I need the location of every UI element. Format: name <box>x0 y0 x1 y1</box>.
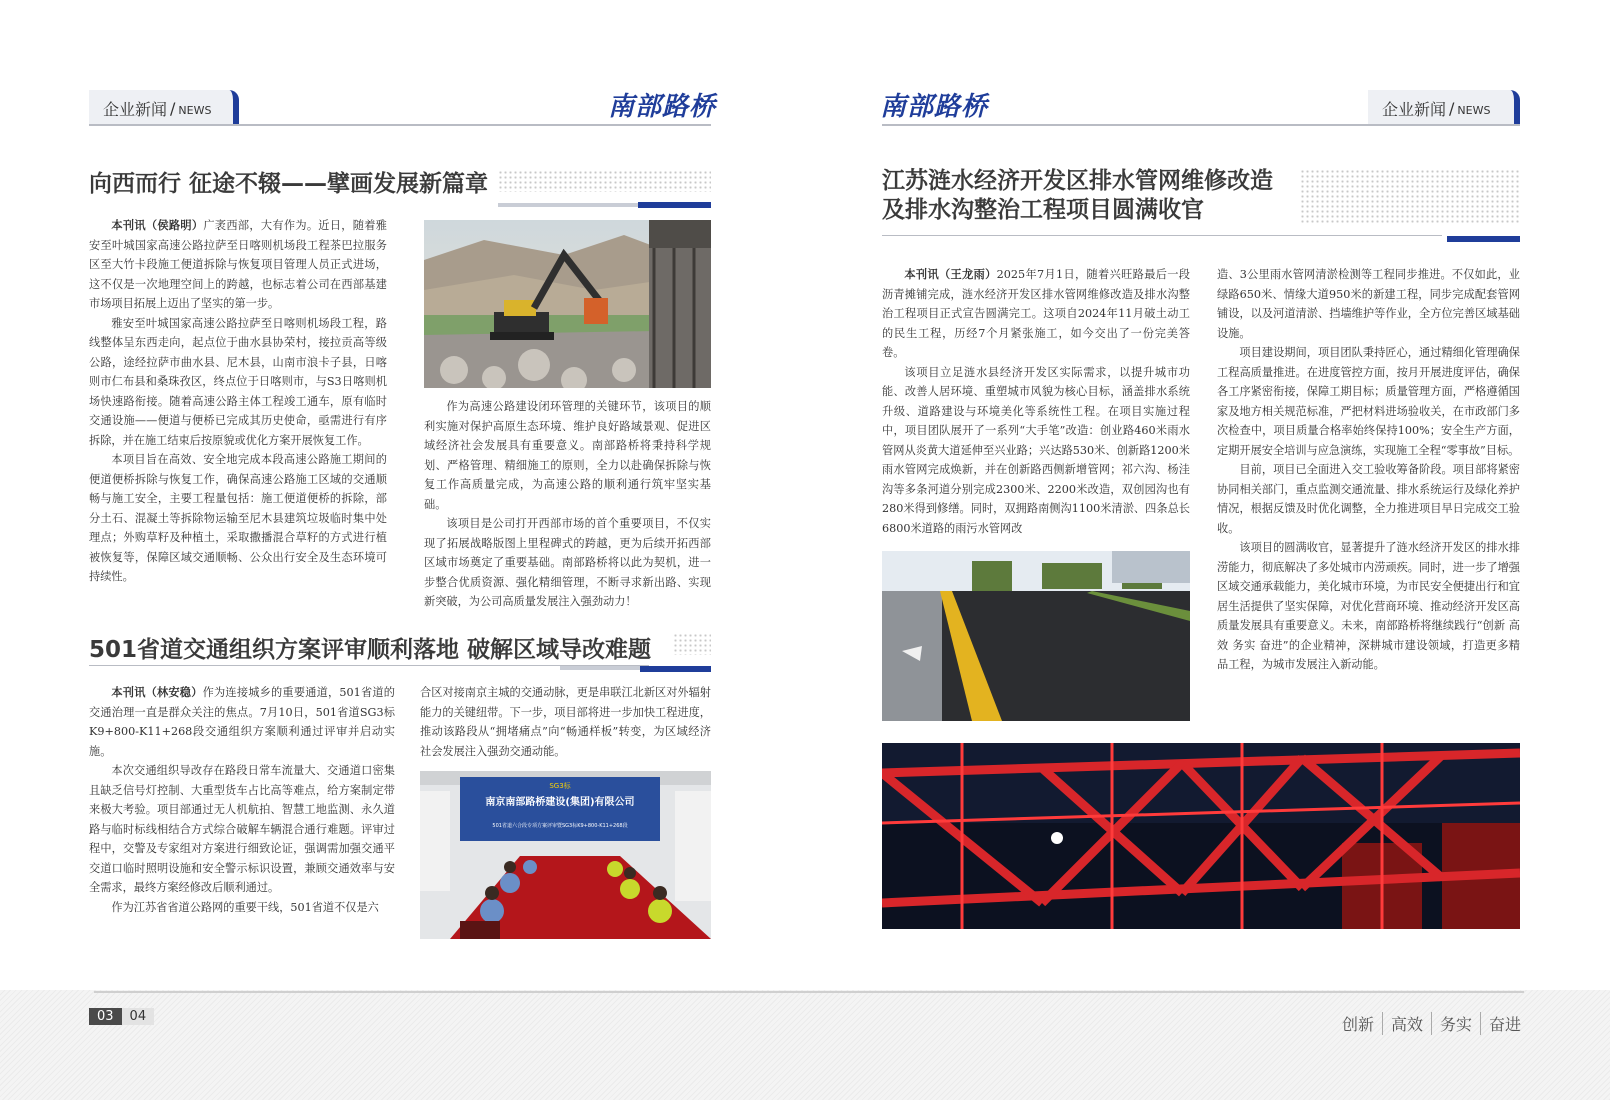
brand-logo-left: 南部路桥 <box>608 92 717 122</box>
paragraph <box>424 514 711 612</box>
article-right-column-2 <box>1217 265 1520 735</box>
paragraph <box>420 683 711 761</box>
meeting-photo <box>420 771 711 939</box>
paragraph-text: 本次交通组织导改存在路段日常车流量大、交通道口密集且缺乏信号灯控制、大重型货车占比高等难点，给方案制定带来极大考验。项目部通过无人机航拍、智慧工地监测、永久道路与临时标线相结合方式综合破解车辆混合通行难题。评审过程中，交警及专家组对方案进行细致论证，强调需加强交通平交道口临时照明设施和安全警示标识设置，兼顾交通效率与安全需求，最终方案经修改后顺利通过。 <box>89 764 395 894</box>
title-rule-right <box>882 235 1442 236</box>
title-underbar-right <box>1447 236 1520 242</box>
section-label-sep: / <box>1449 98 1455 118</box>
footer-band <box>0 990 1610 1100</box>
paragraph-text: 项目建设期间，项目团队秉持匠心，通过精细化管理确保工程高质量推进。在进度管控方面，按月开展进度评估，确保各工序紧密衔接，保障工期目标；质量管理方面，严格遵循国家及地方相关规范标准，严把材料进场验收关，在市政部门多次检查中，项目质量合格率始终保持100%；安全生产方面，定期开展安全培训与应急演练，实现施工全程“零事故”目标。 <box>1217 346 1520 457</box>
paragraph-text: 本项目旨在高效、安全地完成本段高速公路施工期间的便道便桥拆除与恢复工作，确保高速公路施工区域的交通顺畅与施工安全，主要工程量包括：施工便道便桥的拆除，部分土石、混凝土等拆除物运输至尼木县建筑垃圾临时集中处理点；外购草籽及种植土，采取撒播混合草籽的方式进行植被恢复等，保障区域交通顺畅、公众出行安全及生态环境可持续性。 <box>89 453 387 583</box>
title-underbar-2 <box>640 666 711 672</box>
section-tab-left <box>89 90 239 126</box>
paragraph-text: 合区对接南京主城的交通动脉，更是串联江北新区对外辐射能力的关键纽带。下一步，项目部将进一步加快工程进度，推动该路段从“拥堵痛点”向“畅通样板”转变，为区域经济社会发展注入强劲交通动能。 <box>420 686 711 758</box>
byline: 本刊讯（林安稳） <box>111 685 203 699</box>
paragraph-text: 广袤西部，大有作为。近日，随着雅安至叶城国家高速公路拉萨至日喀则机场段工程茶巴拉服务区至大竹卡段施工便道拆除与恢复项目管理人员正式进场，这不仅是一次地理空间上的跨越，也标志着公司在西部基建市场项目拓展上迈出了坚实的第一步。 <box>89 219 387 310</box>
article-column-2 <box>424 397 711 617</box>
slogan-word: 务实 <box>1431 1012 1480 1035</box>
section-label-en: NEWS <box>178 104 212 117</box>
paragraph-text: 作为连接城乡的重要通道，501省道的交通治理一直是群众关注的焦点。7月10日，501省道SG3标K9+800-K11+268段交通组织方案顺利通过评审并启动实施。 <box>89 686 395 758</box>
paragraph <box>89 450 387 587</box>
brand-logo-right: 南部路桥 <box>880 92 989 122</box>
road-photo <box>882 551 1190 721</box>
article2-column-1 <box>89 683 395 951</box>
page-number-right: 04 <box>122 1008 155 1025</box>
banner-title: 南京南部路桥建设(集团)有限公司 <box>485 797 635 808</box>
page-numbers <box>89 1008 154 1025</box>
article-title-line-1: 江苏涟水经济开发区排水管网维修改造 <box>882 168 1273 194</box>
section-label-sep: / <box>170 98 176 118</box>
article-title: 向西而行 征途不辍——擘画发展新篇章 <box>89 171 489 197</box>
paragraph <box>882 265 1190 363</box>
paragraph <box>1217 538 1520 675</box>
article-column-1 <box>89 216 387 616</box>
bridge-photo <box>882 743 1520 929</box>
paragraph <box>89 898 395 918</box>
banner-subtitle: 501省道六合段专项方案评审暨SG3标K9+800-K11+268段 <box>492 823 628 829</box>
article-right-column-1 <box>882 265 1190 545</box>
section-tab-right <box>1368 90 1520 126</box>
slogan-word: 奋进 <box>1480 1012 1529 1035</box>
paragraph-text: 该项目立足涟水县经济开发区实际需求，以提升城市功能、改善人居环境、重塑城市风貌为核心目标，涵盖排水系统升级、道路建设与环境美化等系统性工程。在项目实施过程中，项目团队展开了一系列“大手笔”改造：创业路460米雨水管网从炎黄大道延伸至兴业路；兴达路530米、创新路1200米雨水管网完成焕新，并在创新路西侧新增管网；祁六沟、杨洼沟等多条河道分别完成2300米、2200米改造，双创园沟也有280米得到修缮。同时，双拥路南侧沟1100米清淤、四条总长6800米道路的雨污水管网改 <box>882 365 1190 535</box>
footer-slogan <box>1334 1012 1529 1035</box>
paragraph <box>89 314 387 451</box>
section-label-cn: 企业新闻 <box>103 99 168 119</box>
title-dot-pattern-right <box>1300 169 1520 225</box>
title-underbar <box>638 202 711 208</box>
footer-rule <box>94 991 1524 993</box>
paragraph-text: 该项目是公司打开西部市场的首个重要项目，不仅实现了拓展战略版图上里程碑式的跨越，更为后续开拓西部区域市场奠定了重要基础。南部路桥将以此为契机，进一步整合优质资源、强化精细管理，不断寻求新出路、实现新突破，为公司高质量发展注入强劲动力！ <box>424 517 711 608</box>
title-underbar-light-2 <box>560 666 640 670</box>
paragraph-text: 该项目的圆满收官，显著提升了涟水经济开发区的排水排涝能力，彻底解决了多处城市内涝顽疾。同时，进一步了增强区域交通承载能力，美化城市环境，为市民安全便捷出行和宜居生活提供了坚实保障，对优化营商环境、推动经济开发区高质量发展具有重要意义。未来，南部路桥将继续践行“创新 高效 务实 奋进”的企业精神，深耕城市建设领域，打造更多精品工程，为城市发展注入新动能。 <box>1217 541 1520 671</box>
title-dot-pattern-2 <box>673 633 711 655</box>
title-dot-pattern <box>498 170 711 192</box>
paragraph <box>882 363 1190 539</box>
paragraph <box>1217 265 1520 343</box>
article-title-line-2: 及排水沟整治工程项目圆满收官 <box>882 197 1204 223</box>
paragraph-text: 作为高速公路建设闭环管理的关键环节，该项目的顺利实施对保护高原生态环境、维护良好路域景观、促进区域经济社会发展具有重要意义。南部路桥将秉持科学规划、严格管理、精细施工的原则，全力以赴确保拆除与恢复工作高质量完成，为高速公路的顺利通行筑牢坚实基础。 <box>424 400 711 511</box>
paragraph-text: 造、3公里雨水管网清淤检测等工程同步推进。不仅如此，业绿路650米、情缘大道950米的新建工程，同步完成配套管网铺设，以及河道清淤、挡墙维护等作业，全方位完善区域基础设施。 <box>1217 268 1520 340</box>
excavator-photo <box>424 220 711 388</box>
section-label-cn: 企业新闻 <box>1382 99 1447 119</box>
header-rule-left <box>89 124 711 126</box>
title-underbar-light <box>498 203 638 207</box>
paragraph-text: 作为江苏省省道公路网的重要干线，501省道不仅是六 <box>111 900 379 914</box>
paragraph <box>89 216 387 314</box>
paragraph <box>89 761 395 898</box>
paragraph <box>1217 460 1520 538</box>
slogan-word: 高效 <box>1382 1012 1431 1035</box>
article-title-right <box>882 167 1273 225</box>
paragraph-text: 目前，项目已全面进入交工验收筹备阶段。项目部将紧密协同相关部门，重点监测交通流量、排水系统运行及绿化养护情况，根据反馈及时优化调整，全力推进项目早日完成交工验收。 <box>1217 463 1520 535</box>
paragraph <box>89 683 395 761</box>
byline: 本刊讯（侯路明） <box>111 218 204 232</box>
byline: 本刊讯（王龙雨） <box>904 267 997 281</box>
page-number-left: 03 <box>89 1008 122 1025</box>
paragraph-text: 2025年7月1日，随着兴旺路最后一段沥青摊铺完成，涟水经济开发区排水管网维修改造及排水沟整治工程项目正式宣告圆满完工。这项自2024年11月破土动工的民生工程，历经7个月紧张施工，如今交出了一份完美答卷。 <box>882 268 1190 359</box>
paragraph <box>424 397 711 514</box>
banner-small-text: SG3标 <box>549 782 571 790</box>
article2-column-2 <box>420 683 711 763</box>
article-title-2: 501省道交通组织方案评审顺利落地 破解区域导改难题 <box>89 637 652 663</box>
slogan-word: 创新 <box>1342 1015 1375 1034</box>
paragraph-text: 雅安至叶城国家高速公路拉萨至日喀则机场段工程，路线整体呈东西走向，起点位于曲水县协荣村，接拉贡高等级公路，途经拉萨市曲水县、尼木县，山南市浪卡子县，日喀则市仁布县和桑珠孜区，终点位于日喀则市，与S3日喀则机场快速路衔接。随着高速公路主体工程竣工通车，原有临时交通设施——便道与便桥已完成其历史使命，亟需进行有序拆除，并在施工结束后按原貌或优化方案开展恢复工作。 <box>89 316 387 447</box>
paragraph <box>1217 343 1520 460</box>
section-label-en: NEWS <box>1457 104 1491 117</box>
header-rule-right <box>882 124 1520 126</box>
